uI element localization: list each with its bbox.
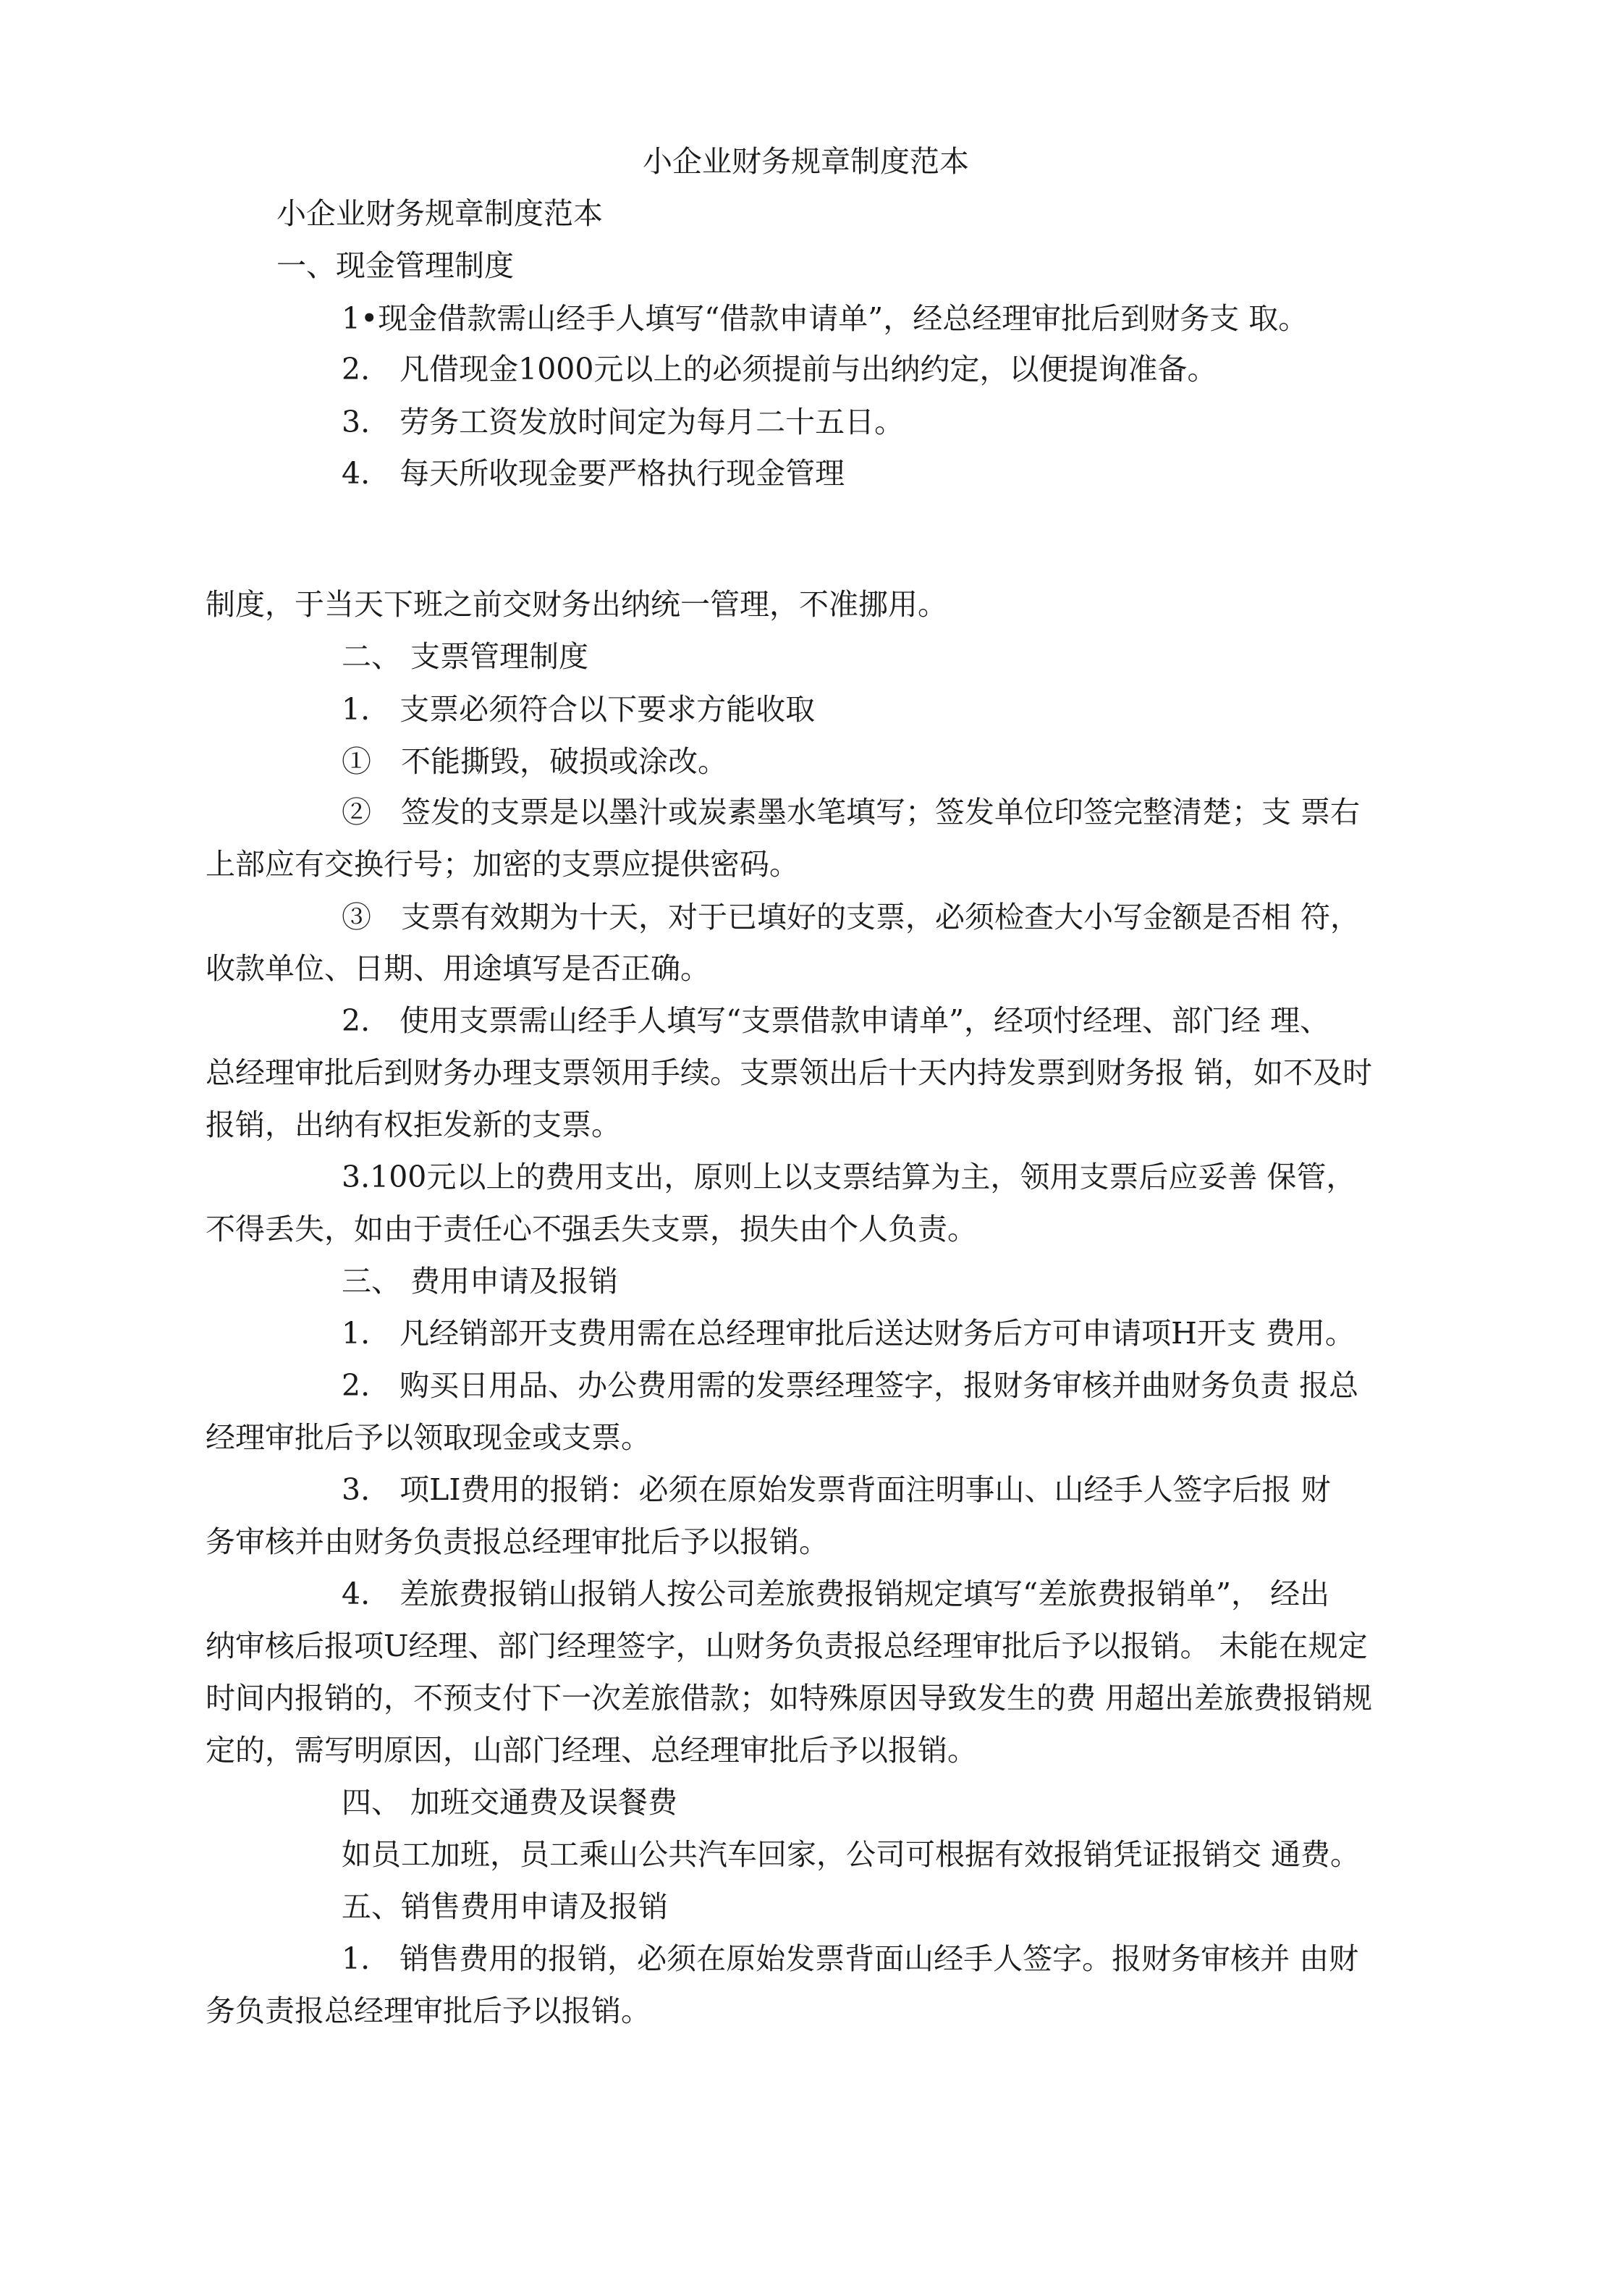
section-2-line: ① 不能撕毁，破损或涂改。 — [342, 744, 727, 779]
section-3-line: 4. 差旅费报销山报销人按公司差旅费报销规定填写“差旅费报销单”， 经出 — [342, 1577, 1330, 1611]
section-1-item: 2. 凡借现金1000元以上的必须提前与出纳约定，以便提询准备。 — [342, 352, 1217, 387]
section-2-line: 总经理审批后到财务办理支票领用手续。支票领出后十天内持发票到财务报 销，如不及时 — [206, 1055, 1373, 1090]
section-2-line: ② 签发的支票是以墨汁或炭素墨水笔填写；签发单位印签完整清楚；支 票右 — [342, 795, 1361, 830]
section-1-item: 4. 每天所收现金要严格执行现金管理 — [342, 456, 845, 491]
section-3-heading: 三、 费用申请及报销 — [342, 1264, 619, 1299]
section-3-line: 时间内报销的，不预支付下一次差旅借款；如特殊原因导致发生的费 用超出差旅费报销规 — [206, 1681, 1373, 1715]
section-3-line: 经理审批后予以领取现金或支票。 — [206, 1420, 651, 1455]
section-2-line: 2. 使用支票需山经手人填写“支票借款申请单”，经项忖经理、部门经 理、 — [342, 1003, 1330, 1038]
section-2-line: 3.100元以上的费用支出，原则上以支票结算为主，领用支票后应妥善 保管， — [342, 1160, 1356, 1194]
section-3-line: 务审核并由财务负责报总经理审批后予以报销。 — [206, 1524, 829, 1559]
section-2-heading: 二、 支票管理制度 — [342, 639, 589, 674]
section-3-line: 2. 购买日用品、办公费用需的发票经理签字，报财务审核并曲财务负责 报总 — [342, 1368, 1359, 1403]
section-2-line: 收款单位、日期、用途填写是否正确。 — [206, 951, 710, 986]
section-4-heading: 四、 加班交通费及误餐费 — [342, 1785, 678, 1820]
section-3-line: 纳审核后报项U经理、部门经理签字，山财务负责报总经理审批后予以报销。 未能在规定 — [206, 1629, 1368, 1663]
section-2-line: 报销，出纳有权拒发新的支票。 — [206, 1107, 621, 1142]
section-1-heading: 一、现金管理制度 — [276, 248, 514, 283]
document-title: 小企业财务规章制度范本 — [643, 144, 969, 179]
section-1-item: 3. 劳务工资发放时间定为每月二十五日。 — [342, 405, 905, 439]
section-5-line: 务负责报总经理审批后予以报销。 — [206, 1993, 651, 2028]
section-3-line: 1. 凡经销部开支费用需在总经理审批后送达财务后方可申请项H开支 费用。 — [342, 1316, 1355, 1351]
section-2-line: 上部应有交换行号；加密的支票应提供密码。 — [206, 847, 799, 882]
section-3-line: 3. 项LI费用的报销：必须在原始发票背面注明事山、山经手人签字后报 财 — [342, 1472, 1331, 1507]
section-2-line: 1. 支票必须符合以下要求方能收取 — [342, 692, 816, 727]
section-2-line: ③ 支票有效期为十天，对于已填好的支票，必须检查大小写金额是否相 符， — [342, 900, 1361, 934]
section-3-line: 定的，需写明原因，山部门经理、总经理审批后予以报销。 — [206, 1733, 977, 1768]
section-5-heading: 五、销售费用申请及报销 — [342, 1889, 668, 1924]
document-subtitle: 小企业财务规章制度范本 — [276, 196, 603, 231]
section-1-continuation: 制度，于当天下班之前交财务出纳统一管理，不准挪用。 — [206, 587, 947, 622]
section-4-text: 如员工加班，员工乘山公共汽车回家，公司可根据有效报销凭证报销交 通费。 — [342, 1837, 1361, 1872]
section-2-line: 不得丢失，如由于责任心不强丢失支票，损失由个人负责。 — [206, 1212, 977, 1246]
section-1-item: 1•现金借款需山经手人填写“借款申请单”，经总经理审批后到财务支 取。 — [342, 301, 1308, 336]
section-5-line: 1. 销售费用的报销，必须在原始发票背面山经手人签字。报财务审核并 由财 — [342, 1941, 1359, 1976]
